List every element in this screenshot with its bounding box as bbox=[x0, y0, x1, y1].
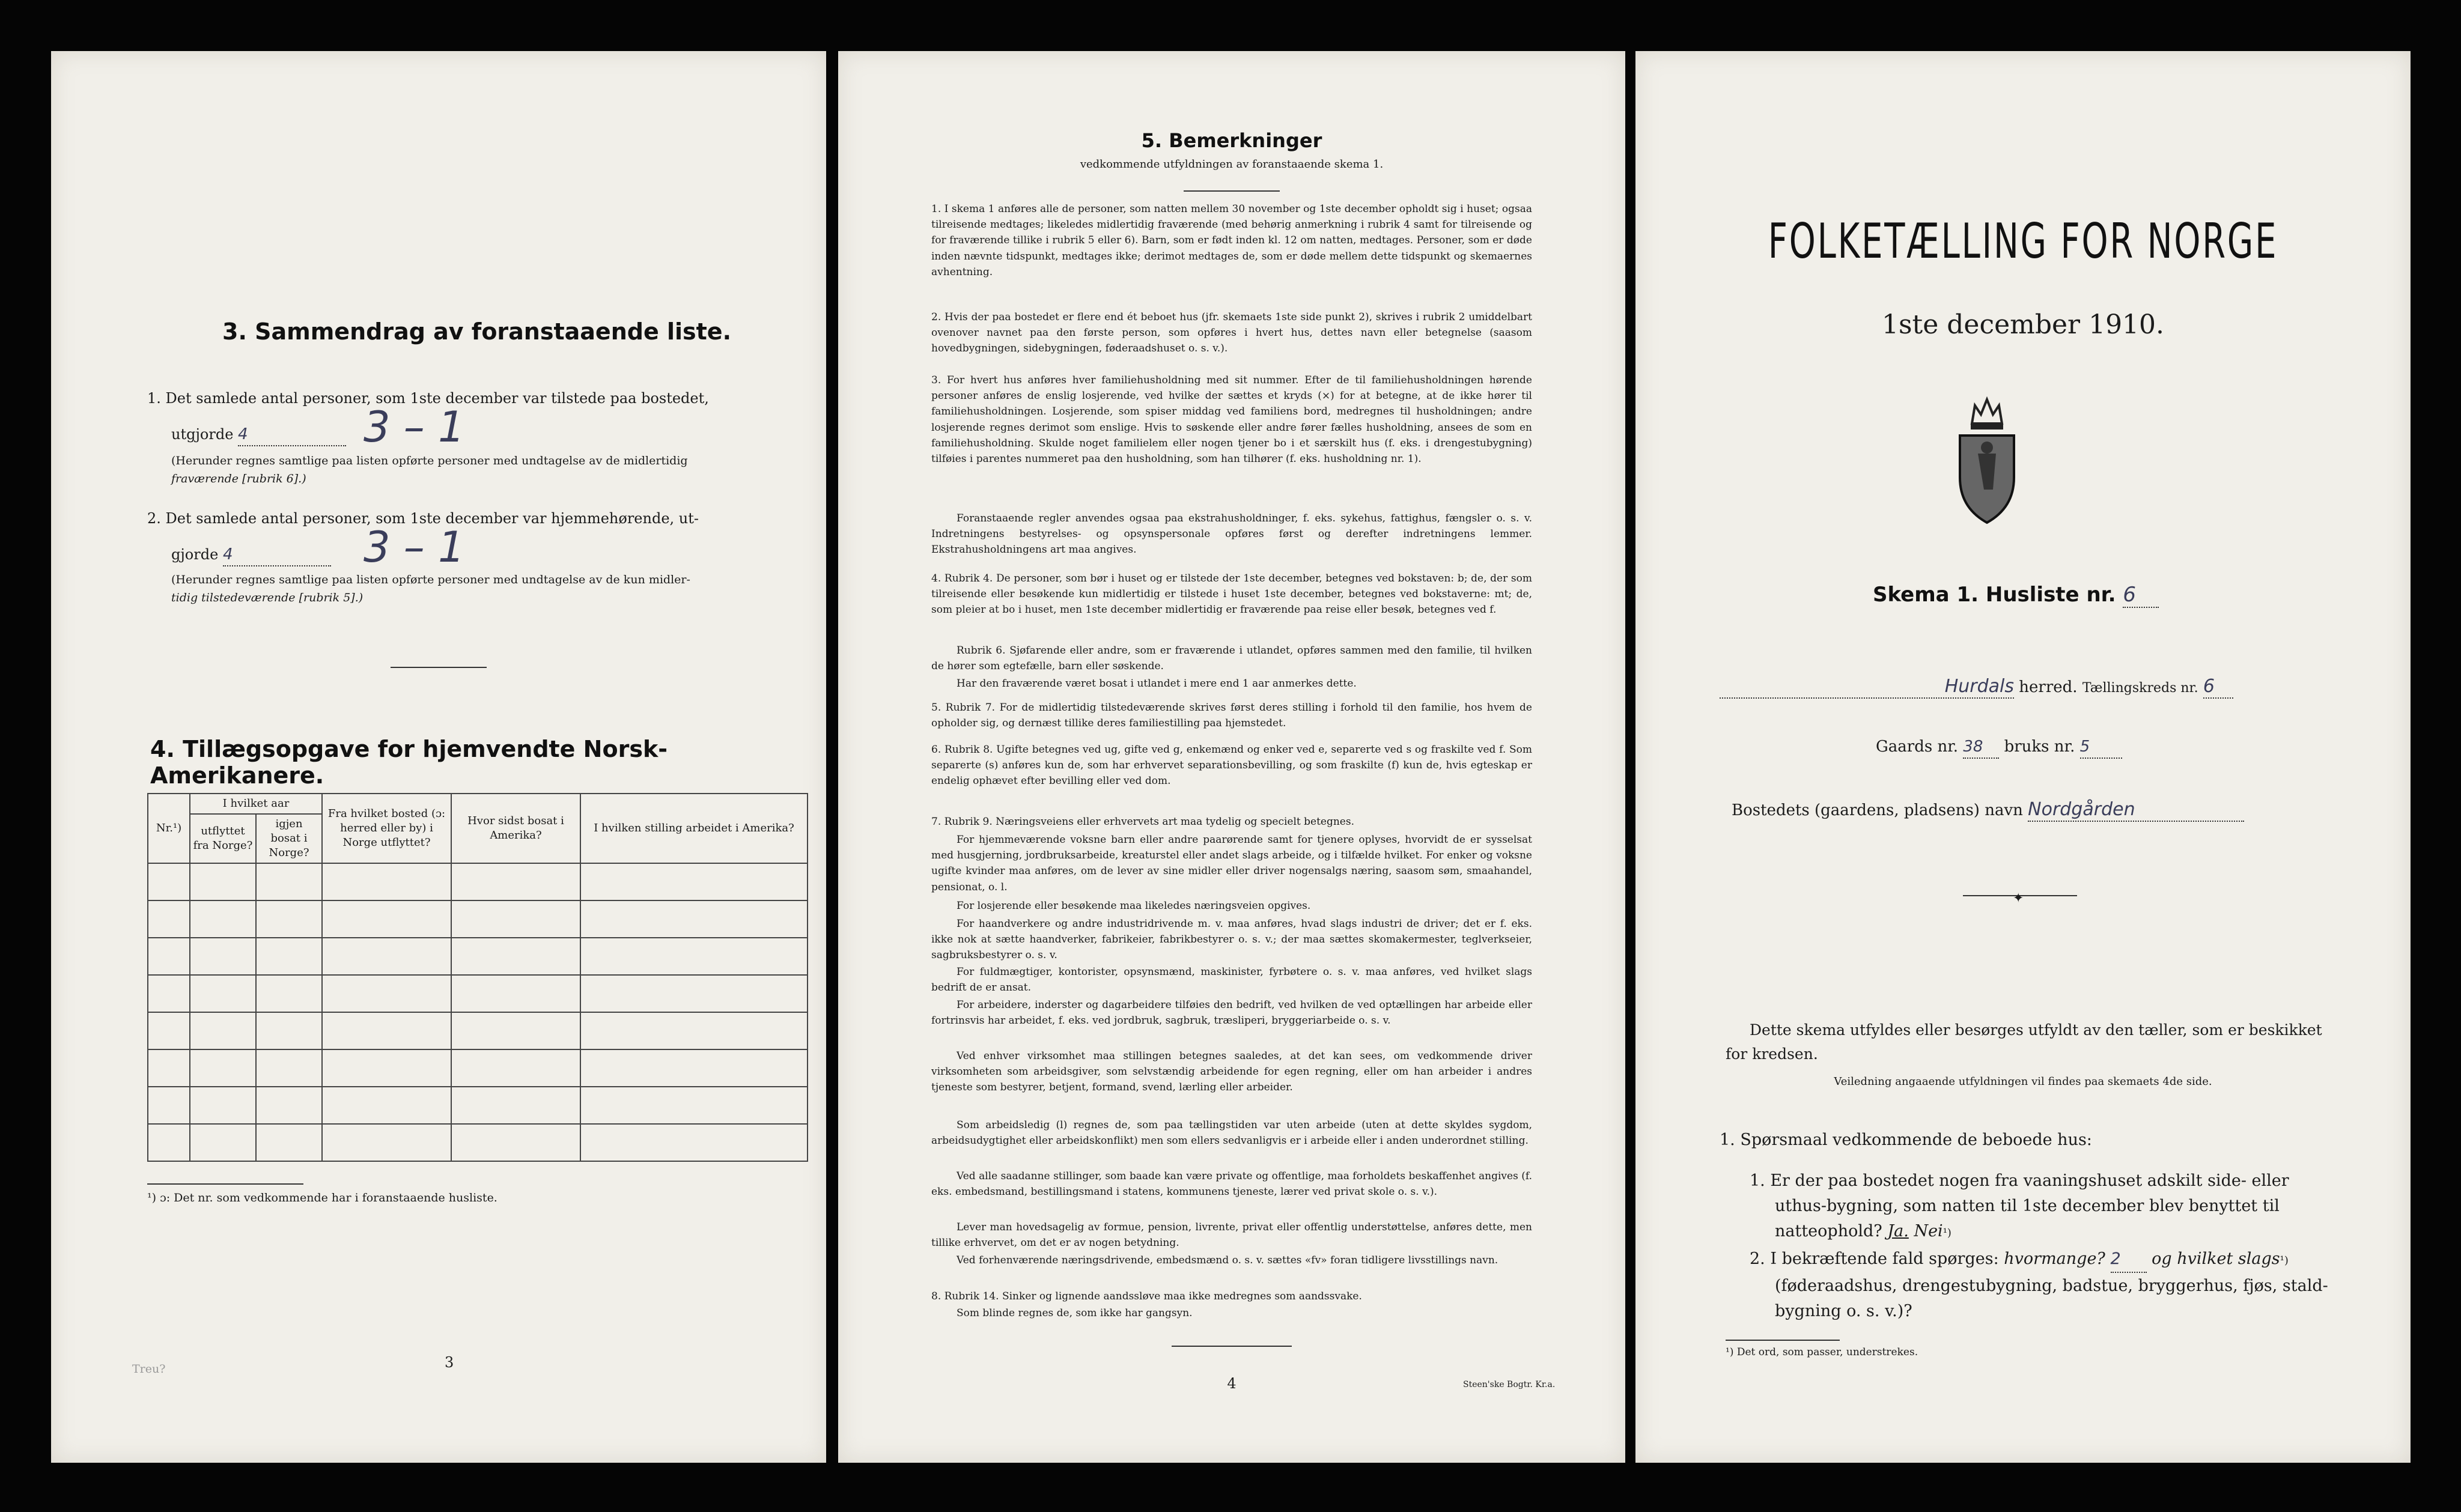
bemerkninger-title: 5. Bemerkninger bbox=[1141, 129, 1322, 152]
bemerkninger-subtitle: vedkommende utfyldningen av foranstaaende skema 1. bbox=[1080, 158, 1384, 171]
item1-note1: (Herunder regnes samtlige paa listen opførte personer med undtagelse av de midlertidig bbox=[171, 454, 688, 467]
remark-6: 6. Rubrik 8. Ugifte betegnes ved ug, gifte ved g, enkemænd og enker ved e, separerte ved s og fraskilte ved f. Som separerte (s) anføres kun de, som har erhvervet separationsbevilling, og som fraskilte (f) kun de, hvis egteskap er endelig ophævet efter bevilling eller ved dom. bbox=[931, 744, 1532, 788]
skema-label: Skema 1. Husliste nr. bbox=[1873, 583, 2116, 607]
page-number: 4 bbox=[1227, 1375, 1237, 1392]
remark-4: 4. Rubrik 4. De personer, som bør i huset og er tilstede der 1ste december, betegnes ved bokstaven: b; de, der som tilreisende eller besøkende kun midlertidig er tilstede i huset 1ste december, betegnes ved bokstaverne: mt; de, som pleier at bo i huset, men 1ste december midlertidig er fraværende paa reise eller besøk, betegnes ved f. bbox=[931, 572, 1532, 616]
item1-handwritten: 3 – 1 bbox=[364, 402, 465, 452]
item2-handwritten: 3 – 1 bbox=[364, 523, 465, 572]
remark-3: 3. For hvert hus anføres hver familiehusholdning med sit nummer. Efter de til familiehusholdningen hørende personer anføres de enslig losjerende, ved hvilke der sættes et kryds (×) for at betegne, at de ikke hører til familiehusholdningen. Losjerende, som spiser middag ved familiens bord, medregnes til husholdningen; andre losjerende regnes derimot som enslige. Hvis to søskende eller andre fører fælles husholdning, ansees de som en familiehusholdning. Skulde noget familielem eller nogen tjener bo i et særskilt hus (f. eks. i drengestubygning) tilføies i parentes nummeret paa den husholdning, som han tilhører (f. eks. husholdning nr. 1). bbox=[931, 374, 1532, 466]
remark-4b: Rubrik 6. Sjøfarende eller andre, som er fraværende i utlandet, opføres sammen med den familie, til hvilken de hører som egtefælle, barn eller søskende. bbox=[931, 645, 1532, 673]
remark-1: 1. I skema 1 anføres alle de personer, som natten mellem 30 november og 1ste december opholdt sig i huset; ogsaa tilreisende medtages; likeledes midlertidig fraværende (med behørig anmerkning i rubrik 4 samt for tilreisende og for fraværende tillike i rubrik 5 eller 6). Barn, som er født inden kl. 12 om natten, medtages. Personer, som er døde inden nævnte tidspunkt, medtages ikke; derimot medtages de, som er døde mellem dette tidspunkt og skemaernes avhentning. bbox=[931, 203, 1532, 278]
footnote-rule bbox=[147, 1183, 303, 1185]
table-row bbox=[148, 938, 808, 975]
q1-nei: Nei bbox=[1914, 1222, 1943, 1240]
footnote: ¹) Det ord, som passer, understrekes. bbox=[1726, 1346, 1918, 1358]
table-row bbox=[148, 863, 808, 900]
gaards-line bbox=[1876, 736, 2122, 759]
krets-nr: 6 bbox=[2203, 676, 2233, 699]
item2-line2 bbox=[171, 544, 331, 566]
item1-value: 4 bbox=[238, 424, 346, 446]
q1-line3 bbox=[1750, 1219, 2289, 1246]
coat-of-arms-icon bbox=[1954, 387, 2020, 526]
item1-line1: 1. Det samlede antal personer, som 1ste december var tilstede paa bostedet, bbox=[147, 390, 709, 407]
bosted-hand: Nordgården bbox=[2028, 799, 2244, 822]
bruks-label: bruks nr. bbox=[2004, 738, 2075, 756]
form-title: FOLKETÆLLING FOR NORGE bbox=[1768, 213, 2278, 269]
bosted-label: Bostedets (gaardens, pladsens) navn bbox=[1732, 801, 2023, 819]
info-text: Dette skema utfyldes eller besørges utfyldt av den tæller, som er beskikket for kredsen. bbox=[1726, 1021, 2322, 1063]
col-emigrated: utflyttet fra Norge? bbox=[190, 814, 256, 863]
page-3 bbox=[51, 51, 826, 1463]
table-row bbox=[148, 1012, 808, 1049]
item2-value: 4 bbox=[223, 544, 331, 566]
question-1 bbox=[1750, 1168, 2289, 1246]
item2-prefix: gjorde bbox=[171, 546, 219, 563]
remark-7d: For haandverkere og andre industridrivende m. v. maa anføres, hvad slags industri de driver; det er f. eks. ikke nok at sætte haandverker, fabrikeier, fabrikbestyrer o. s. v.; der maa sættes skomakermester, teglverkseier, sagbruksbestyrer o. s. v. bbox=[931, 918, 1532, 962]
divider-bottom bbox=[1172, 1346, 1292, 1347]
bruks-nr: 5 bbox=[2080, 736, 2122, 759]
herred-hand: Hurdals bbox=[1720, 676, 2014, 699]
q2-count: 2 bbox=[2111, 1246, 2147, 1273]
q2-line3: bygning o. s. v.)? bbox=[1775, 1302, 1912, 1320]
section-3-title: 3. Sammendrag av foranstaaende liste. bbox=[222, 318, 732, 345]
table-row bbox=[148, 1087, 808, 1124]
ornament-icon: ✦ bbox=[2013, 891, 2024, 906]
herred-line bbox=[1720, 676, 2233, 699]
page-1 bbox=[1635, 51, 2411, 1463]
bosted-line bbox=[1732, 799, 2244, 822]
section-4-title: 4. Tillægsopgave for hjemvendte Norsk-Amerikanere. bbox=[150, 736, 668, 789]
table-row bbox=[148, 975, 808, 1012]
page-4 bbox=[838, 51, 1625, 1463]
remark-7b: For hjemmeværende voksne barn eller andre paarørende samt for tjenere oplyses, hvorvidt de er sysselsat med husgjerning, jordbruksarbeide, kreaturstel eller andet slags arbeide, og i tilfælde hvilket. For enker og voksne ugifte kvinder maa anføres, om de lever av sine midler eller driver nogensalgs næring, saasom søm, smaahandel, pensionat, o. l. bbox=[931, 834, 1532, 893]
questions-heading: 1. Spørsmaal vedkommende de beboede hus: bbox=[1720, 1131, 2092, 1149]
divider bbox=[391, 667, 487, 668]
col-last-residence: Hvor sidst bosat i Amerika? bbox=[451, 794, 580, 863]
remark-5: 5. Rubrik 7. For de midlertidig tilstedeværende skrives først deres stilling i forhold til den familie, hos hvem de opholder sig, og dernæst tillike deres familiestilling paa hjemstedet. bbox=[931, 702, 1532, 730]
q2-line1 bbox=[1750, 1246, 2328, 1274]
col-nr: Nr.¹) bbox=[148, 794, 190, 863]
col-from-where: Fra hvilket bosted (ɔ: herred eller by) i Norge utflyttet? bbox=[322, 794, 451, 863]
krets-label: Tællingskreds nr. bbox=[2082, 681, 2198, 696]
item2-note1: (Herunder regnes samtlige paa listen opførte personer med undtagelse av de kun midler- bbox=[171, 573, 690, 586]
remark-8: 8. Rubrik 14. Sinker og lignende aandssløve maa ikke medregnes som aandssvake. bbox=[931, 1290, 1362, 1302]
remark-7g: Ved enhver virksomhet maa stillingen betegnes saaledes, at det kan sees, om vedkommende driver virksomheten som arbeidsgiver, som selvstændig arbeidende for egen regning, eller om han arbeider i andres tjeneste som bestyrer, betjent, formand, svend, lærling eller arbeider. bbox=[931, 1050, 1532, 1094]
remark-7h: Som arbeidsledig (l) regnes de, som paa tællingstiden var uten arbeide (uten at dette skyldes sygdom, arbeidsudygtighet eller arbeidskonflikt) men som ellers sedvanligvis er i arbeide eller i anden underordnet stilling. bbox=[931, 1119, 1532, 1147]
footnote-rule bbox=[1726, 1340, 1840, 1341]
item2-line1: 2. Det samlede antal personer, som 1ste december var hjemmehørende, ut- bbox=[147, 510, 699, 527]
q2-og: og hvilket slags bbox=[2152, 1249, 2280, 1268]
q1-line1: 1. Er der paa bostedet nogen fra vaaningshuset adskilt side- eller bbox=[1750, 1171, 2289, 1190]
table-row bbox=[148, 1124, 808, 1161]
item1-note2: fraværende [rubrik 6].) bbox=[171, 472, 306, 485]
info-note: Veiledning angaaende utfyldningen vil findes paa skemaets 4de side. bbox=[1834, 1075, 2212, 1088]
norsk-amerikaner-table bbox=[147, 793, 808, 1162]
table-row bbox=[148, 900, 808, 938]
question-2 bbox=[1750, 1246, 2328, 1324]
remark-4c: Har den fraværende været bosat i utlandet i mere end 1 aar anmerkes dette. bbox=[957, 678, 1357, 690]
corner-mark: Treu? bbox=[132, 1362, 166, 1376]
remark-7f: For arbeidere, inderster og dagarbeidere tilføies den bedrift, ved hvilken de ved optællingen har arbeide eller fortrinsvis har arbeidet, f. eks. ved jordbruk, sagbruk, træsliperi, bryggeriarbeide o. s. v. bbox=[931, 999, 1532, 1027]
q2-line1-text: 2. I bekræftende fald spørges: bbox=[1750, 1249, 1999, 1268]
skema-line bbox=[1873, 583, 2159, 608]
q1-footnote-ref: ¹) bbox=[1942, 1227, 1951, 1239]
col-returned: igjen bosat i Norge? bbox=[256, 814, 322, 863]
remark-7e: For fuldmægtiger, kontorister, opsynsmænd, maskinister, fyrbøtere o. s. v. maa anføres, ved hvilket slags bedrift de er ansat. bbox=[931, 966, 1532, 994]
remark-7j: Lever man hovedsagelig av formue, pension, livrente, privat eller offentlig understøttelse, anføres dette, men tillike erhvervet, om det er av nogen betydning. bbox=[931, 1221, 1532, 1249]
remark-8b: Som blinde regnes de, som ikke har gangsyn. bbox=[957, 1307, 1193, 1319]
q1-line2: uthus-bygning, som natten til 1ste december blev benyttet til bbox=[1775, 1197, 2280, 1215]
col-occupation: I hvilken stilling arbeidet i Amerika? bbox=[580, 794, 808, 863]
table-row bbox=[148, 1049, 808, 1087]
item1-line2 bbox=[171, 424, 346, 446]
gaards-nr: 38 bbox=[1963, 736, 1999, 759]
item1-prefix: utgjorde bbox=[171, 426, 234, 443]
q1-line3-text: natteophold? bbox=[1775, 1222, 1882, 1240]
q1-ja: Ja. bbox=[1887, 1222, 1909, 1240]
remark-7k: Ved forhenværende næringsdrivende, embedsmænd o. s. v. sættes «fv» foran tidligere livsstillings navn. bbox=[957, 1254, 1498, 1266]
form-date: 1ste december 1910. bbox=[1881, 309, 2165, 340]
footnote: ¹) ɔ: Det nr. som vedkommende har i foranstaaende husliste. bbox=[147, 1191, 497, 1204]
col-year-group: I hvilket aar bbox=[190, 794, 322, 814]
divider bbox=[1184, 190, 1280, 192]
q2-hvormange: hvormange? bbox=[2004, 1249, 2105, 1268]
q2-line2: (føderaadshus, drengestubygning, badstue, bryggerhus, fjøs, stald- bbox=[1775, 1277, 2328, 1295]
remark-7c: For losjerende eller besøkende maa likeledes næringsveien opgives. bbox=[957, 900, 1311, 912]
remark-7i: Ved alle saadanne stillinger, som baade kan være private og offentlige, maa forholdets beskaffenhet angives (f. eks. embedsmand, bestillingsmand i statens, kommunens tjeneste, lærer ved privat skole o. s. v.). bbox=[931, 1170, 1532, 1198]
printer-mark: Steen'ske Bogtr. Kr.a. bbox=[1463, 1380, 1556, 1389]
remark-2: 2. Hvis der paa bostedet er flere end ét beboet hus (jfr. skemaets 1ste side punkt 2), skrives i rubrik 2 umiddelbart ovenover navnet paa den første person, som opføres i hvert hus, dettes navn eller betegnelse (saasom hovedbygningen, sidebygningen, føderaadshuset o. s. v.). bbox=[931, 311, 1532, 355]
gaards-label: Gaards nr. bbox=[1876, 738, 1959, 756]
item2-note2: tidig tilstedeværende [rubrik 5].) bbox=[171, 591, 364, 604]
herred-label: herred. bbox=[2019, 678, 2078, 696]
page-number: 3 bbox=[445, 1354, 454, 1371]
remark-3b: Foranstaaende regler anvendes ogsaa paa ekstrahusholdninger, f. eks. sykehus, fattighus, fængsler o. s. v. Indretningens bestyrelses- og opsynspersonale opføres først og derefter indretningens lemmer. Ekstrahusholdningens art maa angives. bbox=[931, 512, 1532, 556]
q2-footnote-ref: ¹) bbox=[2280, 1254, 2289, 1267]
remark-7: 7. Rubrik 9. Næringsveiens eller erhvervets art maa tydelig og specielt betegnes. bbox=[931, 816, 1354, 828]
husliste-nr: 6 bbox=[2123, 583, 2159, 608]
